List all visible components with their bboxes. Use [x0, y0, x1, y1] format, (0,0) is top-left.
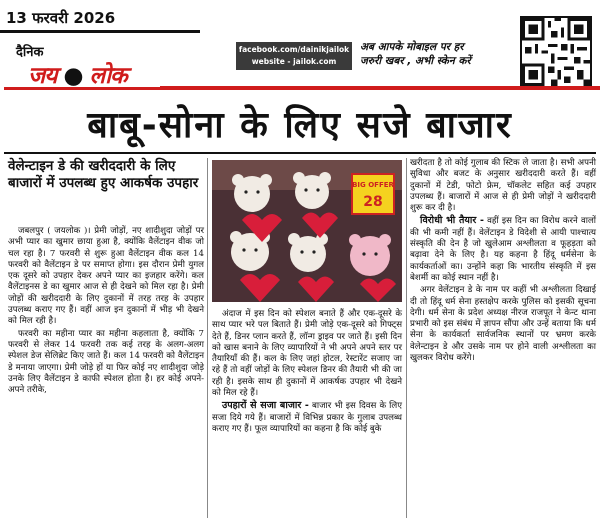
scan-tagline — [360, 40, 471, 68]
tagline-line-2: जरुरी खबर , अभी स्केन करें — [360, 55, 471, 67]
paragraph: खरीदता है तो कोई गुलाब की स्टिक ले जाता है। सभी अपनी सुविधा और बजट के अनुसार खरीददारी करते हैं। वहीं दुकानों में टेडी, फोटो फ्रेम, चॉकलेट सहित कई उपहार उपलब्ध हैं। बाजारों में आज से ही प्रेमी जोड़ों ने खरीददारी शुरू कर दी है। — [410, 158, 596, 214]
column-divider — [406, 158, 407, 518]
website-link: website - jailok.com — [251, 57, 337, 66]
teddy-bear-photo — [212, 160, 402, 302]
logo-lok: लोक — [89, 63, 127, 89]
paragraph: अगर वेलेंटाइन डे के नाम पर कहीं भी अश्लीलता दिखाई दी तो हिंदू धर्म सेना हस्तक्षेप करके पुलिस को इसकी सूचना देगी। धर्म सेना के प्रदेश अध्यक्ष नीरज राजपूत ने केन्ट थाना प्रभारी को इस संबंध में ज्ञापन सौंपा और उन्हें बताया कि धर्म सेना के कार्यकर्ता सार्वजनिक स्थानों पर भ्रमण करके वेलेन्टाइन डे और उसके नाम पर होने वाली अश्लीलता का खुलकर विरोध करेंगे। — [410, 285, 596, 364]
masthead-red-strip — [160, 86, 600, 90]
logo-daily-text: दैनिक — [16, 45, 44, 60]
article-column-3 — [410, 158, 596, 365]
section-subhead: विरोधी भी तैयार - — [420, 215, 484, 227]
facebook-link: facebook.com/dainikjailok — [238, 45, 350, 54]
section-subhead: उपहारों से सजा बाजार - — [222, 400, 309, 412]
paragraph: जबलपुर ( जयलोक )। प्रेमी जोड़ों, नए शादीशुदा जोड़ों पर अभी प्यार का खुमार छाया हुआ है, क्योंकि वैलेंटाइन वीक जो चल रहा है। 7 फरवरी से शुरू हुआ वैलेंटाइन वीक कल 14 फरवरी को वैलेंटाइन डे पर समाप्त होगा। इस दौरान प्रेमी युगल एक दूसरे को उपहार देकर अपने प्यार का इजहार करेंगे। कल वैलेंटाइनस डे का खुमार आज से ही देखने को मिल रहा है। प्रेमी जोड़ों की खरीददारी के लिए दुकानों में तरह तरह के उपहार उपलब्ध कराए गए हैं। वहीं आज इन दुकानों में भीड़ भी देखने को मिल रही है। — [8, 226, 204, 327]
price-tag: 28 — [363, 194, 383, 210]
newspaper-logo — [4, 40, 160, 90]
paragraph: फरवरी का महीना प्यार का महीना कहलाता है, क्योंकि 7 फरवरी से लेकर 14 फरवरी तक कई तरह के अलग-अलग स्पेशल डेज सेलिब्रेट किए जाते हैं। कल 14 फरवरी को वैलेंटाइन डे मनाया जाएगा। प्रेमी जोड़े हों या फिर कोई नए शादीशुदा जोड़े उनके लिए वैलेंटाइन डे काफी स्पेशल होता है। हर कोई अपने-अपने तरीके, — [8, 328, 204, 396]
logo-name: जय ● लोक — [28, 63, 127, 89]
issue-date: 13 फरवरी 2026 — [6, 9, 116, 27]
sale-tag: BIG OFFER — [352, 181, 394, 189]
article-headline: बाबू-सोना के लिए सजे बाजार — [87, 105, 513, 146]
paragraph: अंदाज में इस दिन को स्पेशल बनाते हैं और एक-दूसरे के साथ प्यार भरे पल बिताते हैं। प्रेमी जोड़े एक-दूसरे को गिफ्ट्स देते हैं, डिनर प्लान करते हैं, लॉन्ग ड्राइव पर जाते हैं। इसी दिन को खास बनाने के लिए व्यापारियों ने भी अपने अपने स्तर पर तैयारियाँ की हैं। कल के लिए जहां होटल, रेस्टारेंट सजाए जा रहे हैं तो वहीं जोड़ों के लिए स्पेशल डिनर की तैयारी भी की जा रही है। इसके साथ ही दुकानों में आकर्षक उपहार भी देखने को मिल रहे हैं। — [212, 309, 402, 399]
article-subhead: वेलेन्टाइन डे की खरीददारी के लिए बाजारों में उपलब्ध हुए आकर्षक उपहार — [8, 158, 199, 191]
article-column-1 — [8, 226, 204, 397]
paragraph: विरोधी भी तैयार - वहीं इस दिन का विरोध करने वालों की भी कमी नहीं हैं। वेलेंटाइन डे विदेशी से आयी पाश्चात्य संस्कृति की देन है जो खुलेआम अश्लीलता व फूहड़ता को बढ़ावा देने के लिए है। यह कहना है हिंदू धर्मसेना के कार्यकर्ताओं का। उन्होंने कहा कि भारतीय संस्कृति में इस बेशर्मी का कोई स्थान नहीं है। — [410, 215, 597, 283]
date-rule — [0, 30, 200, 33]
qr-code-icon — [520, 16, 592, 88]
article-column-2 — [212, 309, 402, 436]
web-links-box — [236, 42, 352, 70]
headline-rule — [4, 152, 596, 154]
masthead — [0, 0, 600, 100]
logo-jay: जय — [28, 63, 57, 89]
tagline-line-1: अब आपके मोबाइल पर हर — [360, 41, 464, 53]
column-divider — [207, 158, 208, 518]
paragraph: उपहारों से सजा बाजार - बाजार भी इस दिवस के लिए सजा दिये गये हैं। बाजारों में विभिन्न प्रकार के गुलाब उपलब्ध कराए गए हैं। फूल व्यापारियों का कहना है कि कोई बुके — [212, 400, 402, 434]
